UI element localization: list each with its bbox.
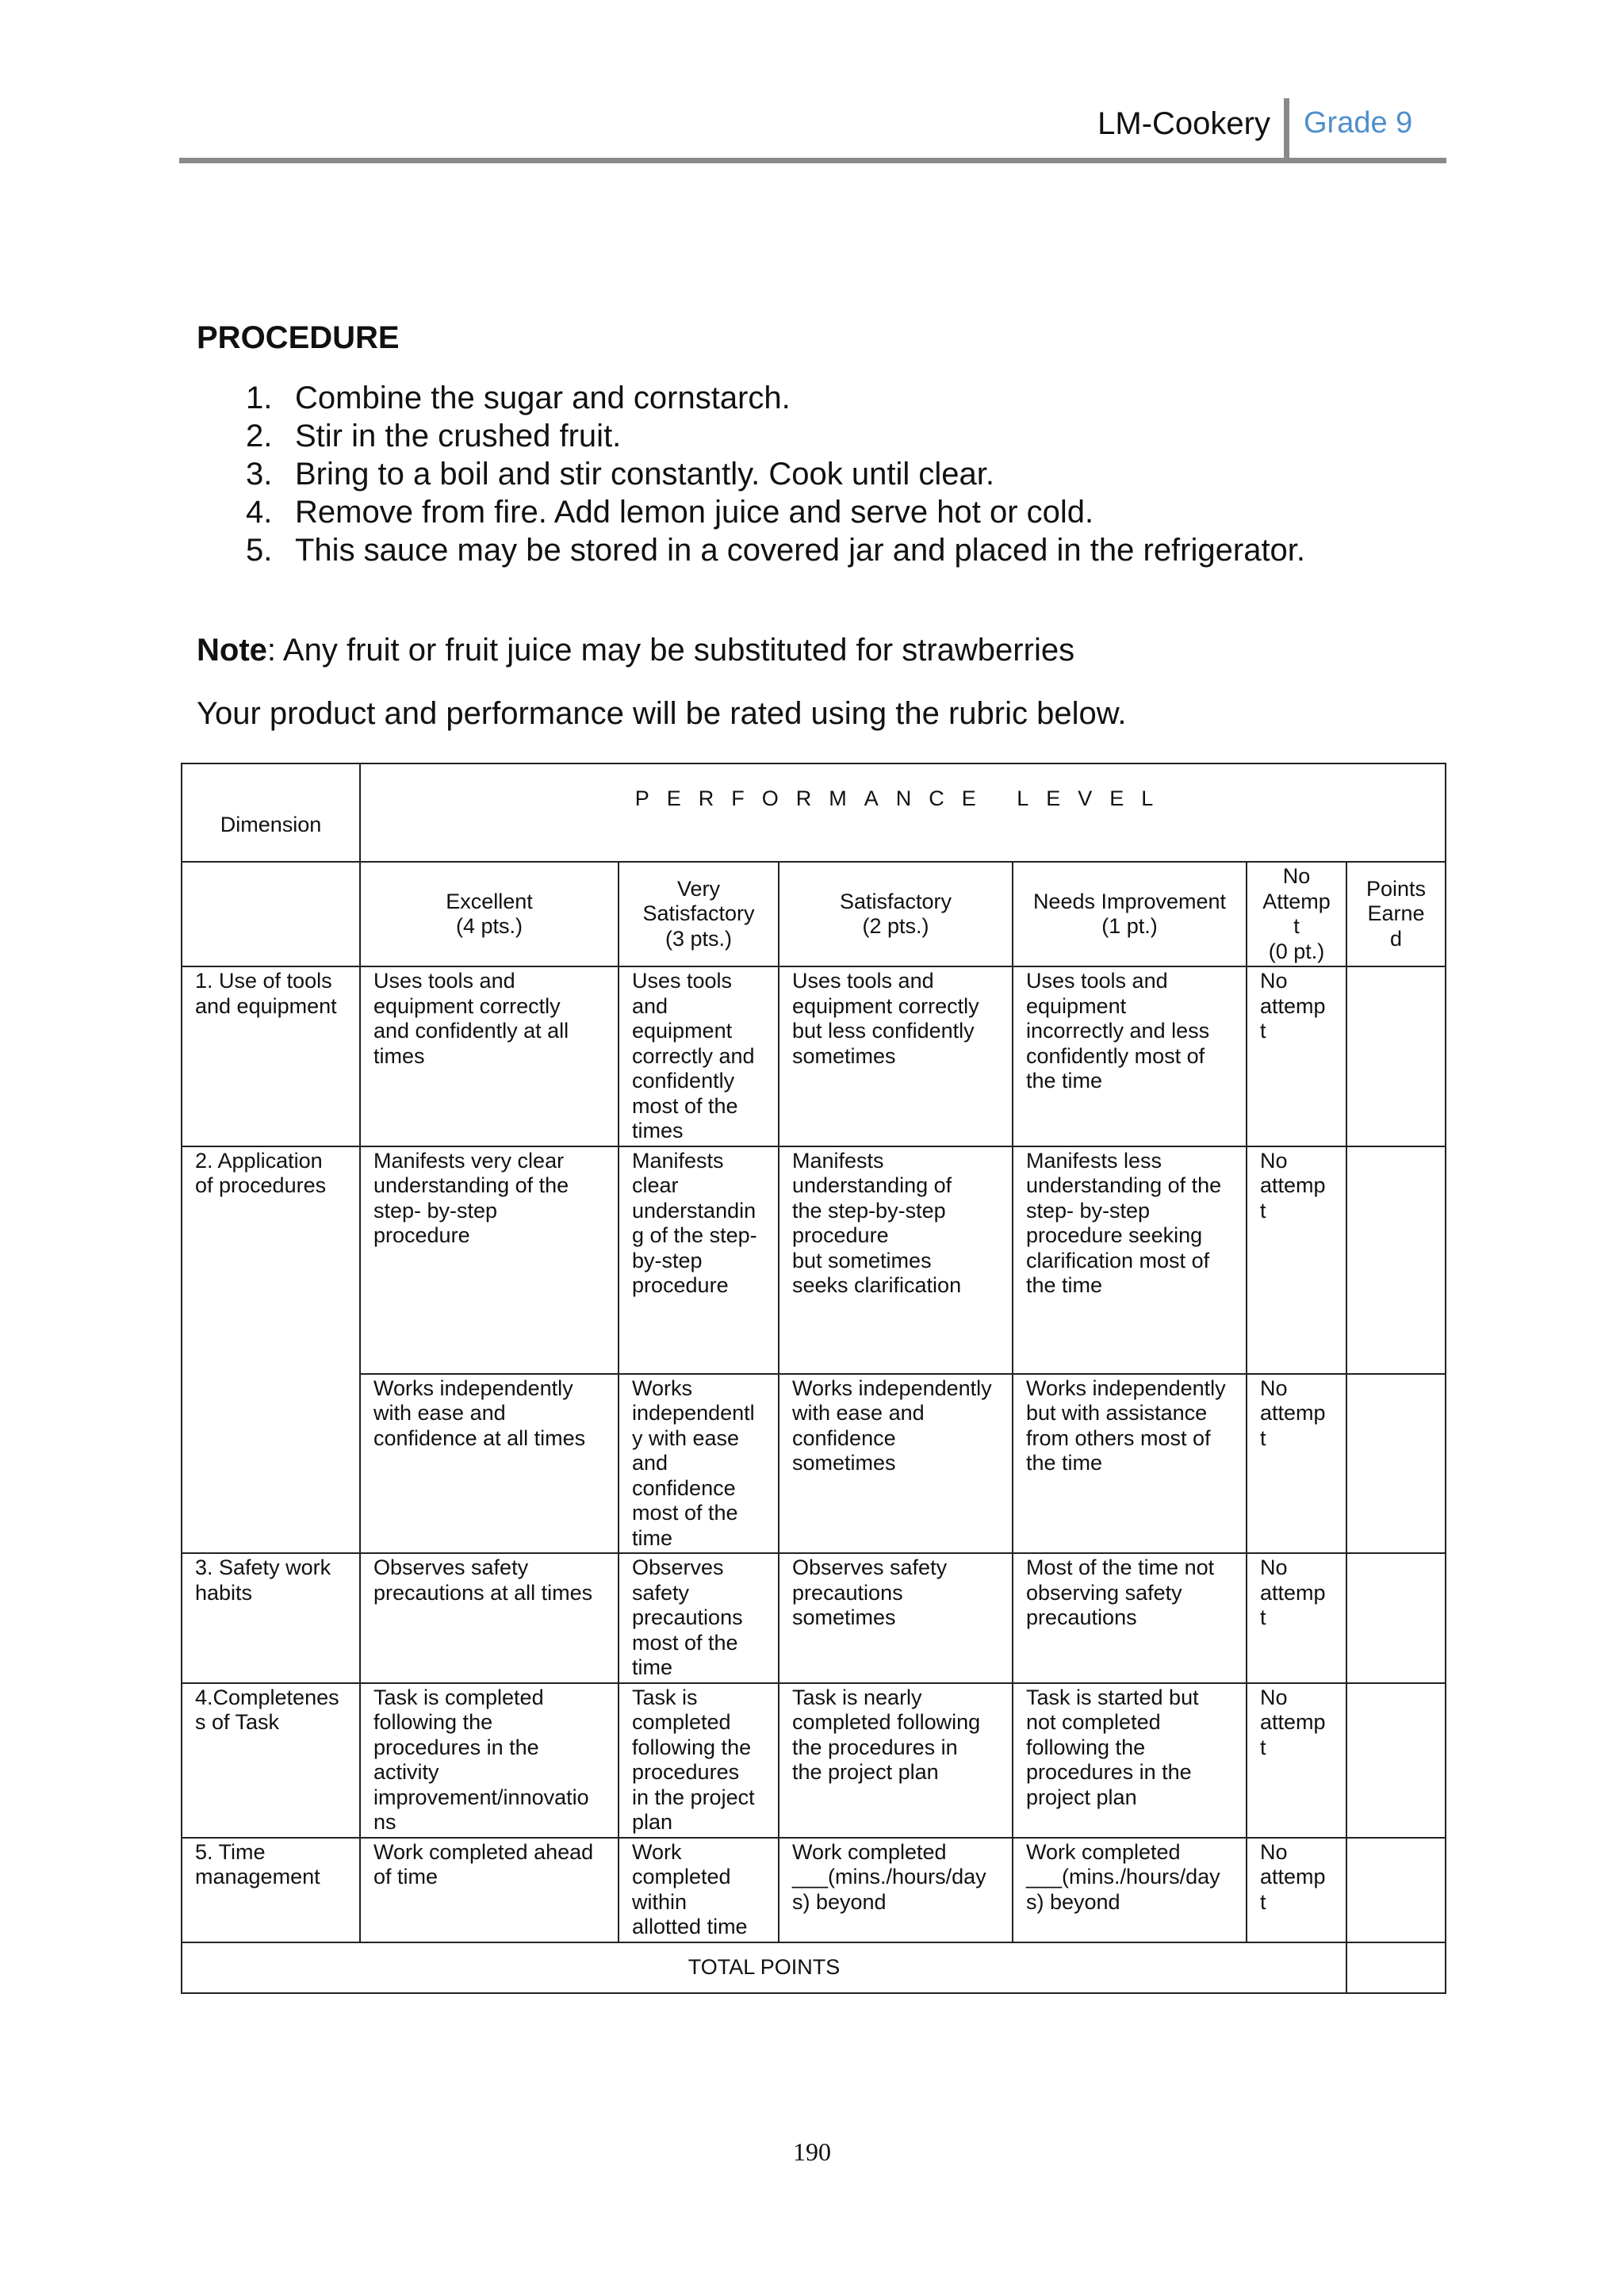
header-divider bbox=[1284, 98, 1289, 159]
rubric-header-row bbox=[182, 763, 1446, 862]
criteria-needs-improvement: Manifests less understanding of the step- by-step procedure seeking clarification most of the time bbox=[1013, 1146, 1247, 1374]
dimension-cell: 1. Use of tools and equipment bbox=[182, 966, 360, 1146]
total-points-label: TOTAL POINTS bbox=[182, 1942, 1346, 1993]
criteria-satisfactory: Work completed ___(mins./hours/day s) beyond bbox=[779, 1838, 1013, 1942]
points-earned-cell[interactable] bbox=[1346, 1553, 1446, 1683]
level-very-satisfactory: Very Satisfactory (3 pts.) bbox=[619, 862, 779, 966]
criteria-satisfactory: Uses tools and equipment correctly but less confidently sometimes bbox=[779, 966, 1013, 1146]
step-text: Bring to a boil and stir constantly. Cook until clear. bbox=[295, 457, 994, 492]
performance-level-header: PERFORMANCE LEVEL bbox=[360, 763, 1446, 862]
note-label: Note bbox=[197, 633, 267, 668]
criteria-excellent: Observes safety precautions at all times bbox=[360, 1553, 619, 1683]
points-earned-cell[interactable] bbox=[1346, 1683, 1446, 1838]
dimension-cell: 3. Safety work habits bbox=[182, 1553, 360, 1683]
header-title: LM-Cookery bbox=[1097, 106, 1270, 141]
rubric-row-time bbox=[182, 1838, 1446, 1942]
criteria-excellent: Task is completed following the procedures in the activity improvement/innovatio ns bbox=[360, 1683, 619, 1838]
criteria-very-satisfactory: Work completed within allotted time bbox=[619, 1838, 779, 1942]
criteria-no-attempt: No attemp t bbox=[1247, 1553, 1346, 1683]
criteria-no-attempt: No attemp t bbox=[1247, 1683, 1346, 1838]
points-earned-cell[interactable] bbox=[1346, 966, 1446, 1146]
rubric-row-independence bbox=[182, 1374, 1446, 1554]
step-number: 2. bbox=[246, 419, 273, 453]
criteria-satisfactory: Task is nearly completed following the procedures in the project plan bbox=[779, 1683, 1013, 1838]
header-rule bbox=[179, 158, 1446, 163]
dimension-cell: 5. Time management bbox=[182, 1838, 360, 1942]
criteria-no-attempt: No attemp t bbox=[1247, 1374, 1346, 1554]
rubric-levels-row bbox=[182, 862, 1446, 966]
step-number: 5. bbox=[246, 533, 273, 568]
note-text: : Any fruit or fruit juice may be substituted for strawberries bbox=[266, 633, 1075, 668]
procedure-step bbox=[230, 531, 1305, 569]
level-needs-improvement: Needs Improvement (1 pt.) bbox=[1013, 862, 1247, 966]
rubric-row-completeness bbox=[182, 1683, 1446, 1838]
procedure-step bbox=[230, 493, 1305, 531]
rubric-total-row bbox=[182, 1942, 1446, 1993]
points-earned-cell[interactable] bbox=[1346, 1146, 1446, 1374]
procedure-steps bbox=[230, 379, 1305, 569]
criteria-no-attempt: No attemp t bbox=[1247, 1146, 1346, 1374]
procedure-step bbox=[230, 417, 1305, 455]
step-text: This sauce may be stored in a covered jar and placed in the refrigerator. bbox=[295, 533, 1306, 568]
note-line bbox=[197, 633, 1074, 668]
level-excellent: Excellent (4 pts.) bbox=[360, 862, 619, 966]
level-no-attempt: No Attemp t (0 pt.) bbox=[1247, 862, 1346, 966]
criteria-satisfactory: Manifests understanding of the step-by-step procedure but sometimes seeks clarification bbox=[779, 1146, 1013, 1374]
criteria-very-satisfactory: Uses tools and equipment correctly and confidently most of the times bbox=[619, 966, 779, 1146]
criteria-very-satisfactory: Observes safety precautions most of the time bbox=[619, 1553, 779, 1683]
rubric-row-procedures bbox=[182, 1146, 1446, 1374]
levels-blank-cell bbox=[182, 862, 360, 966]
criteria-satisfactory: Observes safety precautions sometimes bbox=[779, 1553, 1013, 1683]
header-grade: Grade 9 bbox=[1304, 106, 1413, 140]
criteria-needs-improvement: Works independently but with assistance from others most of the time bbox=[1013, 1374, 1247, 1554]
criteria-very-satisfactory: Works independentl y with ease and confidence most of the time bbox=[619, 1374, 779, 1554]
page-number: 190 bbox=[793, 2137, 831, 2166]
procedure-step bbox=[230, 455, 1305, 493]
criteria-excellent: Work completed ahead of time bbox=[360, 1838, 619, 1942]
step-text: Remove from fire. Add lemon juice and serve hot or cold. bbox=[295, 495, 1094, 530]
rubric-row-safety bbox=[182, 1553, 1446, 1683]
criteria-needs-improvement: Work completed ___(mins./hours/day s) beyond bbox=[1013, 1838, 1247, 1942]
level-satisfactory: Satisfactory (2 pts.) bbox=[779, 862, 1013, 966]
criteria-excellent: Works independently with ease and confidence at all times bbox=[360, 1374, 619, 1554]
step-text: Stir in the crushed fruit. bbox=[295, 419, 622, 453]
dimension-header: Dimension bbox=[182, 763, 360, 862]
criteria-satisfactory: Works independently with ease and confidence sometimes bbox=[779, 1374, 1013, 1554]
criteria-no-attempt: No attemp t bbox=[1247, 1838, 1346, 1942]
step-number: 3. bbox=[246, 457, 273, 492]
rubric-row-tools bbox=[182, 966, 1446, 1146]
points-earned-cell[interactable] bbox=[1346, 1838, 1446, 1942]
rubric-table bbox=[181, 763, 1446, 1994]
criteria-no-attempt: No attemp t bbox=[1247, 966, 1346, 1146]
procedure-heading: PROCEDURE bbox=[197, 320, 400, 355]
points-earned-cell[interactable] bbox=[1346, 1374, 1446, 1554]
points-earned-header: Points Earne d bbox=[1346, 862, 1446, 966]
total-points-value[interactable] bbox=[1346, 1942, 1446, 1993]
criteria-needs-improvement: Most of the time not observing safety precautions bbox=[1013, 1553, 1247, 1683]
criteria-needs-improvement: Task is started but not completed following the procedures in the project plan bbox=[1013, 1683, 1247, 1838]
step-text: Combine the sugar and cornstarch. bbox=[295, 381, 791, 415]
criteria-very-satisfactory: Manifests clear understandin g of the step- by-step procedure bbox=[619, 1146, 779, 1374]
dimension-cell: 4.Completenes s of Task bbox=[182, 1683, 360, 1838]
criteria-very-satisfactory: Task is completed following the procedures in the project plan bbox=[619, 1683, 779, 1838]
dimension-cell: 2. Application of procedures bbox=[182, 1146, 360, 1554]
criteria-excellent: Manifests very clear understanding of the step- by-step procedure bbox=[360, 1146, 619, 1374]
criteria-needs-improvement: Uses tools and equipment incorrectly and less confidently most of the time bbox=[1013, 966, 1247, 1146]
procedure-step bbox=[230, 379, 1305, 417]
criteria-excellent: Uses tools and equipment correctly and confidently at all times bbox=[360, 966, 619, 1146]
rubric-intro: Your product and performance will be rated using the rubric below. bbox=[197, 696, 1127, 731]
step-number: 1. bbox=[246, 381, 273, 415]
step-number: 4. bbox=[246, 495, 273, 530]
page-header bbox=[179, 94, 1446, 163]
